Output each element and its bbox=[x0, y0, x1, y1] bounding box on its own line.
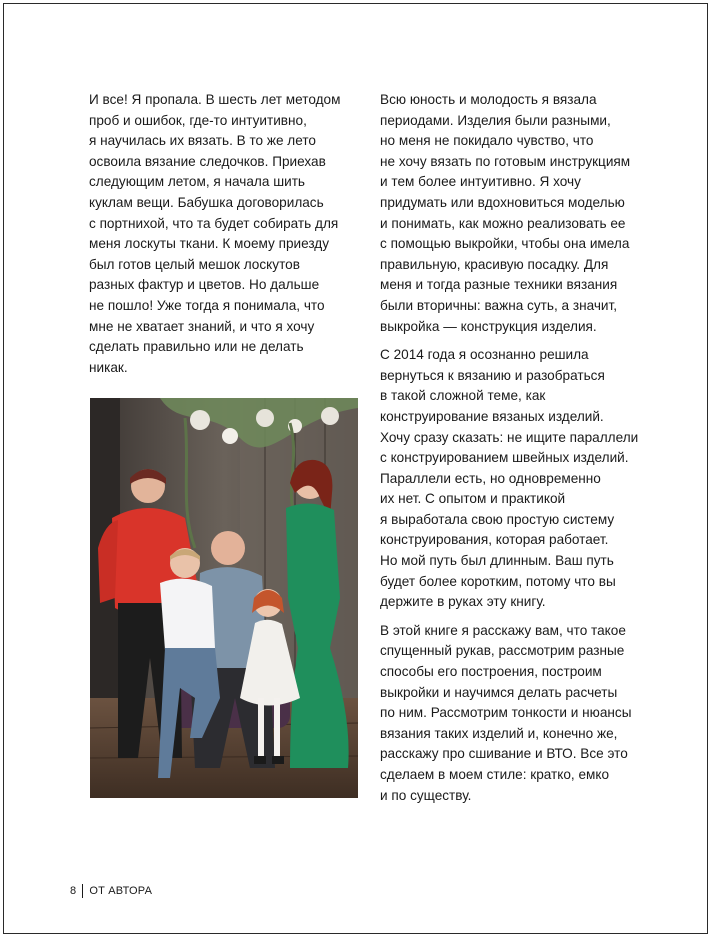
text-line: вязания таких изделий и, конечно же, bbox=[380, 725, 618, 741]
text-line: мне не хватает знаний, и что я хочу bbox=[89, 318, 315, 334]
text-line: сделаем в моем стиле: кратко, емко bbox=[380, 767, 610, 782]
left-paragraph bbox=[89, 90, 359, 378]
text-line: выкройка — конструкция изделия. bbox=[380, 318, 597, 334]
text-line: Но мой путь был длинным. Ваш путь bbox=[380, 553, 614, 569]
text-line: разных фактур и цветов. Но дальше bbox=[89, 277, 320, 293]
text-line: конструирование вязаных изделий. bbox=[380, 408, 604, 424]
text-line: выкройки и научимся делать расчеты bbox=[380, 684, 618, 700]
section-title: ОТ АВТОРА bbox=[89, 885, 153, 897]
text-line: меня лоскуты ткани. К моему приезду bbox=[89, 236, 330, 252]
text-line: никак. bbox=[89, 359, 128, 375]
text-line: Параллели есть, но одновременно bbox=[380, 470, 601, 486]
text-line: сделать правильно или не делать bbox=[89, 339, 304, 355]
text-line: спущенный рукав, рассмотрим разные bbox=[380, 643, 625, 659]
right-paragraph-1 bbox=[380, 90, 662, 337]
text-line: расскажу про сшивание и ВТО. Все это bbox=[380, 746, 628, 762]
text-line: вернуться к вязанию и разобраться bbox=[380, 367, 605, 383]
page bbox=[3, 3, 708, 934]
family-photo bbox=[90, 398, 358, 798]
text-line: куклам вещи. Бабушка договорилась bbox=[89, 194, 324, 210]
text-line: в такой сложной теме, как bbox=[380, 388, 546, 404]
text-line: проб и ошибок, где-то интуитивно, bbox=[89, 112, 307, 128]
page-number: 8 bbox=[70, 885, 77, 897]
text-line: и тем более интуитивно. Я хочу bbox=[380, 174, 581, 190]
text-line: В этой книге я расскажу вам, что такое bbox=[380, 622, 626, 638]
text-line: и по существу. bbox=[380, 787, 472, 803]
text-line: меня и тогда разные техники вязания bbox=[380, 277, 618, 293]
text-line: будет более коротким, потому что вы bbox=[380, 573, 616, 589]
right-text-column bbox=[380, 90, 662, 806]
left-text-column bbox=[89, 90, 359, 378]
right-paragraph-3 bbox=[380, 621, 662, 806]
text-line: по ним. Рассмотрим тонкости и нюансы bbox=[380, 705, 632, 721]
text-line: были вторичны: важна суть, а значит, bbox=[380, 297, 618, 313]
text-line: с портнихой, что та будет собирать для bbox=[89, 215, 339, 231]
text-line: их нет. С опытом и практикой bbox=[380, 491, 566, 507]
text-line: способы его построения, построим bbox=[380, 664, 602, 680]
footer-divider bbox=[82, 884, 83, 898]
text-line: правильную, красивую посадку. Для bbox=[380, 256, 609, 272]
text-line: и понимать, как можно реализовать ее bbox=[380, 215, 626, 231]
page-footer bbox=[70, 884, 152, 898]
text-line: Хочу сразу сказать: не ищите параллели bbox=[380, 429, 639, 445]
text-line: Всю юность и молодость я вязала bbox=[380, 92, 597, 107]
text-line: придумать или вдохновиться моделью bbox=[380, 194, 625, 210]
text-line: я научилась их вязать. В то же лето bbox=[89, 133, 316, 149]
text-line: держите в руках эту книгу. bbox=[380, 594, 546, 610]
text-line: не хочу вязать по готовым инструкциям bbox=[380, 153, 631, 169]
text-line: с помощью выкройки, чтобы она имела bbox=[380, 236, 630, 252]
text-line: но меня не покидало чувство, что bbox=[380, 133, 594, 149]
text-line: я выработала свою простую систему bbox=[380, 511, 615, 527]
text-line: освоила вязание следочков. Приехав bbox=[89, 153, 326, 169]
text-line: не пошло! Уже тогда я понимала, что bbox=[89, 297, 325, 313]
text-line: с конструированием швейных изделий. bbox=[380, 450, 629, 466]
text-line: С 2014 года я осознанно решила bbox=[380, 347, 589, 363]
text-line: И все! Я пропала. В шесть лет методом bbox=[89, 92, 341, 107]
text-line: следующим летом, я начала шить bbox=[89, 174, 306, 190]
text-line: периодами. Изделия были разными, bbox=[380, 112, 611, 128]
text-line: конструирования, которая работает. bbox=[380, 532, 609, 548]
right-paragraph-2 bbox=[380, 345, 662, 613]
text-line: был готов целый мешок лоскутов bbox=[89, 256, 300, 272]
